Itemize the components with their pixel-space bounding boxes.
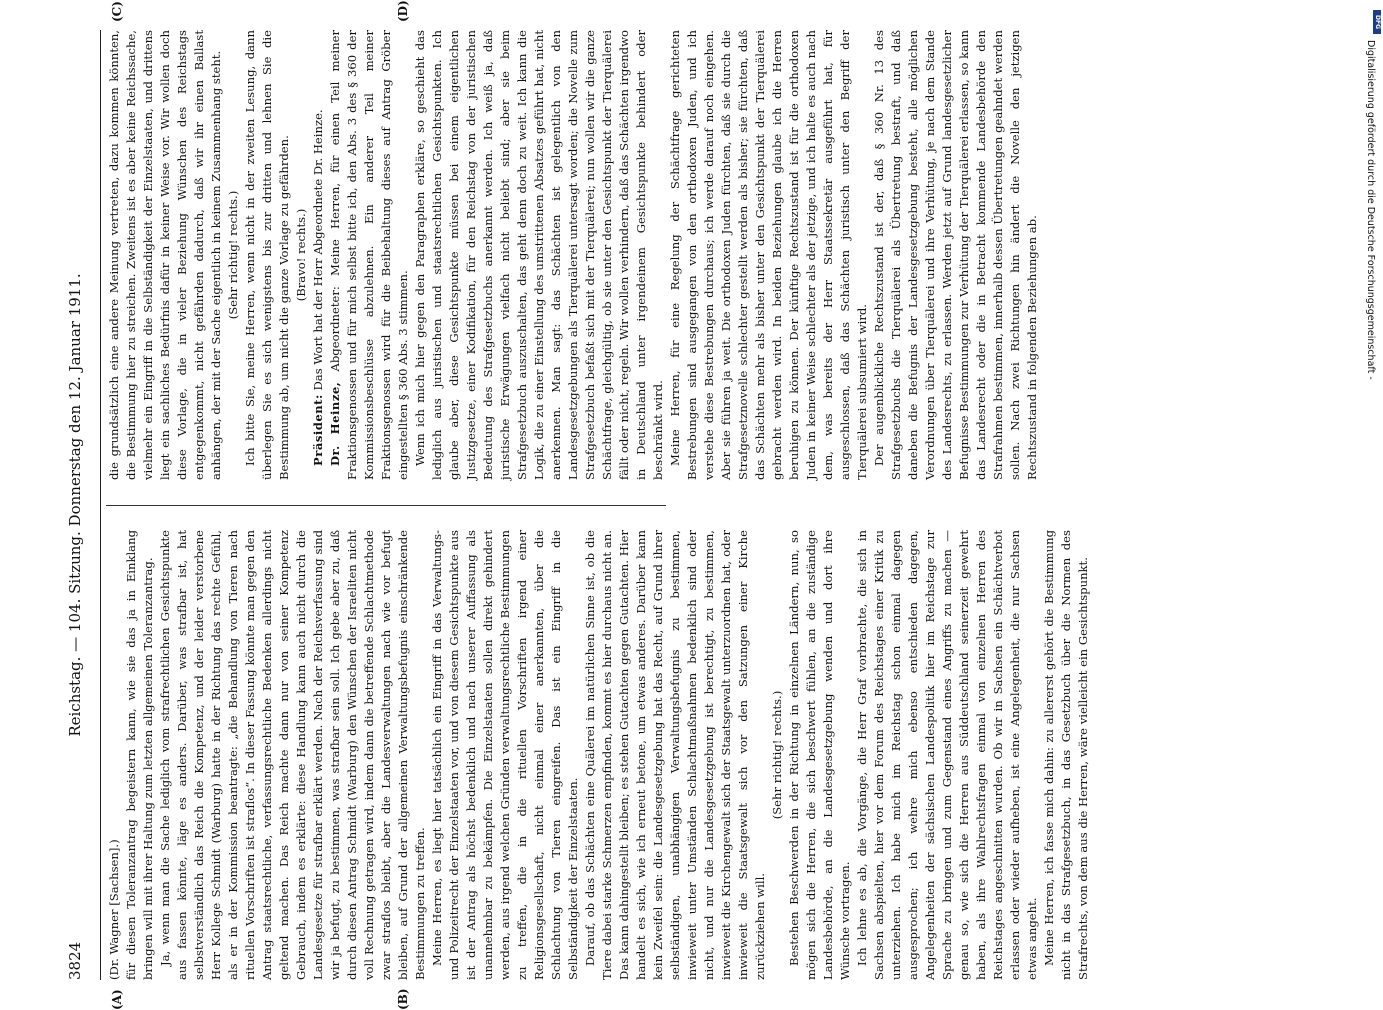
paragraph: Bestehen Beschwerden in der Richtung in einzelnen Ländern, nun, so mögen sich die Herren, die sich beschwert fühlen, an die zuständige Landesbehörde, an die Landesgesetzgebung wenden und dort ihre Wünsche vortragen. xyxy=(786,530,854,980)
page-number: 3824 xyxy=(66,942,84,980)
column-divider xyxy=(106,505,666,506)
speaker-role: Abgeordneter: xyxy=(328,286,342,371)
interjection: (Bravo! rechts.) xyxy=(293,30,310,480)
header-rule xyxy=(100,30,101,980)
paragraph: Meine Herren, für einen Teil meiner Fraktionsgenossen und für mich selbst bitte ich, den Abs. 3 des § 360 der Kommissionsbeschlüsse abzulehnen. Ein anderer Teil meiner Fraktionsgenossen wird für die Beibehaltung dieses auf Antrag Gröber eingestellten § 360 Abs. 3 stimmen. xyxy=(328,30,410,480)
president-remark xyxy=(310,30,327,480)
paragraph: Ich bitte Sie, meine Herren, wenn nicht in der zweiten Lesung, dann überlegen Sie es sich wenigstens bis zur dritten und lehnen Sie die Bestimmung ab, um nicht die ganze Vorlage zu gefährden. xyxy=(242,30,293,480)
margin-mark-c: (C) xyxy=(110,1,124,22)
paragraph: für diesen Toleranzantrag begeistern kann, wie sie das ja in Einklang bringen will mit ihrer Haltung zum letzten allgemeinen Toleranzantrag. xyxy=(123,530,157,980)
paragraph: Ja, wenn man die Sache lediglich vom strafrechtlichen Gesichtspunkte aus fassen könnte, läge es anders. Darüber, was strafbar ist, hat selbstverständlich das Reich die Kompetenz, und der leider verstorbene Herr Kollege Schmidt (Warburg) hatte in der Richtung das rechte Gefühl, als er in der Kommission beantragte: „die Behandlung von Tieren nach rituellen Vorschriften ist straflos“. In dieser Fassung könnte man gegen den Antrag staatsrechtliche, verfassungsrechtliche Bedenken allerdings nicht geltend machen. Das Reich machte dann nur von seiner Kompetenz Gebrauch, indem es erklärte: diese Handlung kann auch nicht durch die Landesgesetze für strafbar erklärt werden. Nach der Reichsverfassung sind wir ja befugt, zu bestimmen, was strafbar sein soll. Ich gebe aber zu, daß durch diesen Antrag Schmidt (Warburg) den Wünschen der Israeliten nicht voll Rechnung getragen wird, indem dann die betreffende Schlachtmethode zwar straflos bleibt, aber die Landesverwaltungen nach wie vor befugt bleiben, auf Grund der allgemeinen Verwaltungsbefugnis einschränkende Bestimmungen zu treffen. xyxy=(157,530,429,980)
paragraph: Meine Herren, für eine Regelung der Schächtfrage gerichteten Bestrebungen sind ausgegangen von den orthodoxen Juden, und ich verstehe diese Bestrebungen durchaus; ich werde darauf noch eingehen. Aber sie führen ja weit. Die orthodoxen Juden fürchten, daß sie durch die Strafgesetznovelle schlechter gestellt werden als bisher; sie fürchten, daß das Schächten mehr als bisher unter den Gesichtspunkt der Tierquälerei gebracht werden wird. In beiden Beziehungen glaube ich die Herren beruhigen zu können. Der künftige Rechtszustand ist für die orthodoxen Juden in keiner Weise schlechter als der jetzige, und ich halte es auch nach dem, was bereits der Herr Staatssekretär ausgeführt hat, für ausgeschlossen, daß das Schächten juristisch unter den Begriff der Tierquälerei subsumiert wird. xyxy=(667,30,871,480)
speaker-name: Dr. Heinze, xyxy=(328,382,342,466)
rotated-page xyxy=(66,30,1341,980)
president-label: Präsident: xyxy=(311,394,325,466)
margin-mark-a: (A) xyxy=(110,989,124,1010)
speaker-intro xyxy=(327,30,412,480)
margin-mark-b: (B) xyxy=(396,989,410,1010)
paragraph: Meine Herren, ich fasse mich dahin: zu allererst gehört die Bestimmung nicht in das Strafgesetzbuch, in das Gesetzbuch über die Normen des Strafrechts, von dem aus die Herren, wäre vielleicht ein Gesichtspunkt. xyxy=(1041,530,1092,980)
margin-mark-d: (D) xyxy=(396,0,410,22)
page-header xyxy=(66,30,94,980)
speaker-continuation: (Dr. Wagner [Sachsen].) xyxy=(106,530,123,980)
interjection: (Sehr richtig! rechts.) xyxy=(769,530,786,980)
running-title: Reichstag. — 104. Sitzung. Donnerstag den 12. Januar 1911. xyxy=(66,30,84,980)
column-right xyxy=(106,30,666,480)
paragraph: Wenn ich mich hier gegen den Paragraphen erkläre, so geschieht das lediglich aus juristischen und staatsrechtlichen Gesichtspunkten. Ich glaube aber, diese Gesichtspunkte müssen bei einem eigentlichen Justizgesetze, einer Kodifikation, für den Reichstag von der juristischen Bedeutung des Strafgesetzbuchs anerkannt werden. Ich weiß ja, daß juristische Erwägungen vielfach nicht beliebt sind; aber sie beim Strafgesetzbuch auszuschalten, das geht denn doch zu weit. Ich kann die Logik, die zu einer Einstellung des umstrittenen Absatzes geführt hat, nicht anerkennen. Man sagt: das Schächten ist gelegentlich von den Landesgesetzgebungen als Tierquälerei untersagt worden; die Novelle zum Strafgesetzbuch befaßt sich mit der Tierquälerei; nun wollen wir die ganze Schächtfrage, gleichgültig, ob sie unter den Gesichtspunkt der Tierquälerei fällt oder nicht, regeln. Wir wollen verhindern, daß das Schächten irgendwo in Deutschland unter irgendeinem Gesichtspunkte behindert oder beschränkt wird. xyxy=(412,30,667,480)
column-left xyxy=(106,530,666,980)
paragraph: die grundsätzlich eine andere Meinung vertreten, dazu kommen könnten, die Bestimmung hier zu streichen. Zweitens ist es aber keine Reichssache, vielmehr ein Eingriff in die Selbständigkeit der Einzelstaaten, und drittens liegt ein sachliches Bedürfnis dafür in keiner Weise vor. Wir wollen doch diese Vorlage, die in vieler Beziehung Wünschen des Reichstags entgegenkommt, nicht gefährden dadurch, daß wir ihr einen Ballast anhängen, der mit der Sache eigentlich in keinem Zusammenhang steht. xyxy=(106,30,225,480)
paragraph: Darauf, ob das Schächten eine Quälerei im natürlichen Sinne ist, ob die Tiere dabei starke Schmerzen empfinden, kommt es hier durchaus nicht an. Das kann dahingestellt bleiben; es stehen Gutachten gegen Gutachten. Hier handelt es sich, wie ich erneut betone, um etwas anderes. Darüber kann kein Zweifel sein: die Landesgesetzgebung hat das Recht, auf Grund ihrer selbständigen, unabhängigen Verwaltungsbefugnis zu bestimmen, inwieweit unter Umständen Schlachtmaßnahmen bedenklich sind oder nicht, und nur die Landesgesetzgebung ist berechtigt, zu bestimmen, inwieweit die Kirchengewalt sich der Staatsgewalt unterzuordnen hat, oder inwieweit die Staatsgewalt sich vor den Satzungen einer Kirche zurückziehen will. xyxy=(582,530,769,980)
paragraph: Der augenblickliche Rechtszustand ist der, daß § 360 Nr. 13 des Strafgesetzbuchs die Tierquälerei als Übertretung bestraft, und daß daneben die Befugnis der Landesgesetzgebung besteht, alle möglichen Verordnungen über Tierquälerei und ihre Verhütung, je nach dem Stande des Landesrechts, zu erlassen. Werden jetzt auf Grund landesgesetzlicher Befugnisse Bestimmungen zur Verhütung der Tierquälerei erlassen, so kann das Landesrecht oder die in Betracht kommende Landesbehörde den Strafrahmen bestimmen, innerhalb dessen Übertretungen geahndet werden sollen. Nach zwei Richtungen hin ändert die Novelle den jetzigen Rechtszustand in folgenden Beziehungen ab. xyxy=(871,30,1041,480)
interjection: (Sehr richtig! rechts.) xyxy=(225,30,242,480)
digitization-credit: Digitalisierung gefördert durch die Deutsche Forschungsgemeinschaft - xyxy=(1365,40,1376,380)
president-text: Das Wort hat der Herr Abgeordnete Dr. Heinze. xyxy=(311,109,325,390)
dfg-logo: DFG xyxy=(1373,10,1381,34)
paragraph: Meine Herren, es liegt hier tatsächlich ein Eingriff in das Verwaltungs- und Polizeitrecht der Einzelstaaten vor, und von diesem Gesichtspunkte aus ist der Antrag als höchst bedenklich und nach unserer Auffassung als unannehmbar zu bekämpfen. Die Einzelstaaten sollen direkt gehindert werden, aus irgend welchen Gründen verwaltungsrechtliche Bestimmungen zu treffen, die in die rituellen Vorschriften irgend einer Religionsgesellschaft, nicht einmal einer anerkannten, über die Schlachtung von Tieren eingreifen. Das ist ein Eingriff in die Selbständigkeit der Einzelstaaten. xyxy=(429,530,582,980)
paragraph: Ich lehne es ab, die Vorgänge, die Herr Graf vorbrachte, die sich in Sachsen abspielten, hier vor dem Forum des Reichstages einer Kritik zu unterziehen. Ich habe mich im Reichstag schon einmal dagegen ausgesprochen; ich wehre mich ebenso entschieden dagegen, Angelegenheiten der sächsischen Landespolitik hier im Reichstage zur Sprache zu bringen und zum Gegenstand eines Angriffs zu machen — genau so, wie sich die Herren aus Süddeutschland seinerzeit gewehrt haben, als ihre Wahlrechtsfragen einmal von einzelnen Herren des Reichstages angeschnitten wurden. Ob wir in Sachsen ein Schächtverbot erlassen oder wieder aufheben, ist eine Angelegenheit, die nur Sachsen etwas angeht. xyxy=(854,530,1041,980)
